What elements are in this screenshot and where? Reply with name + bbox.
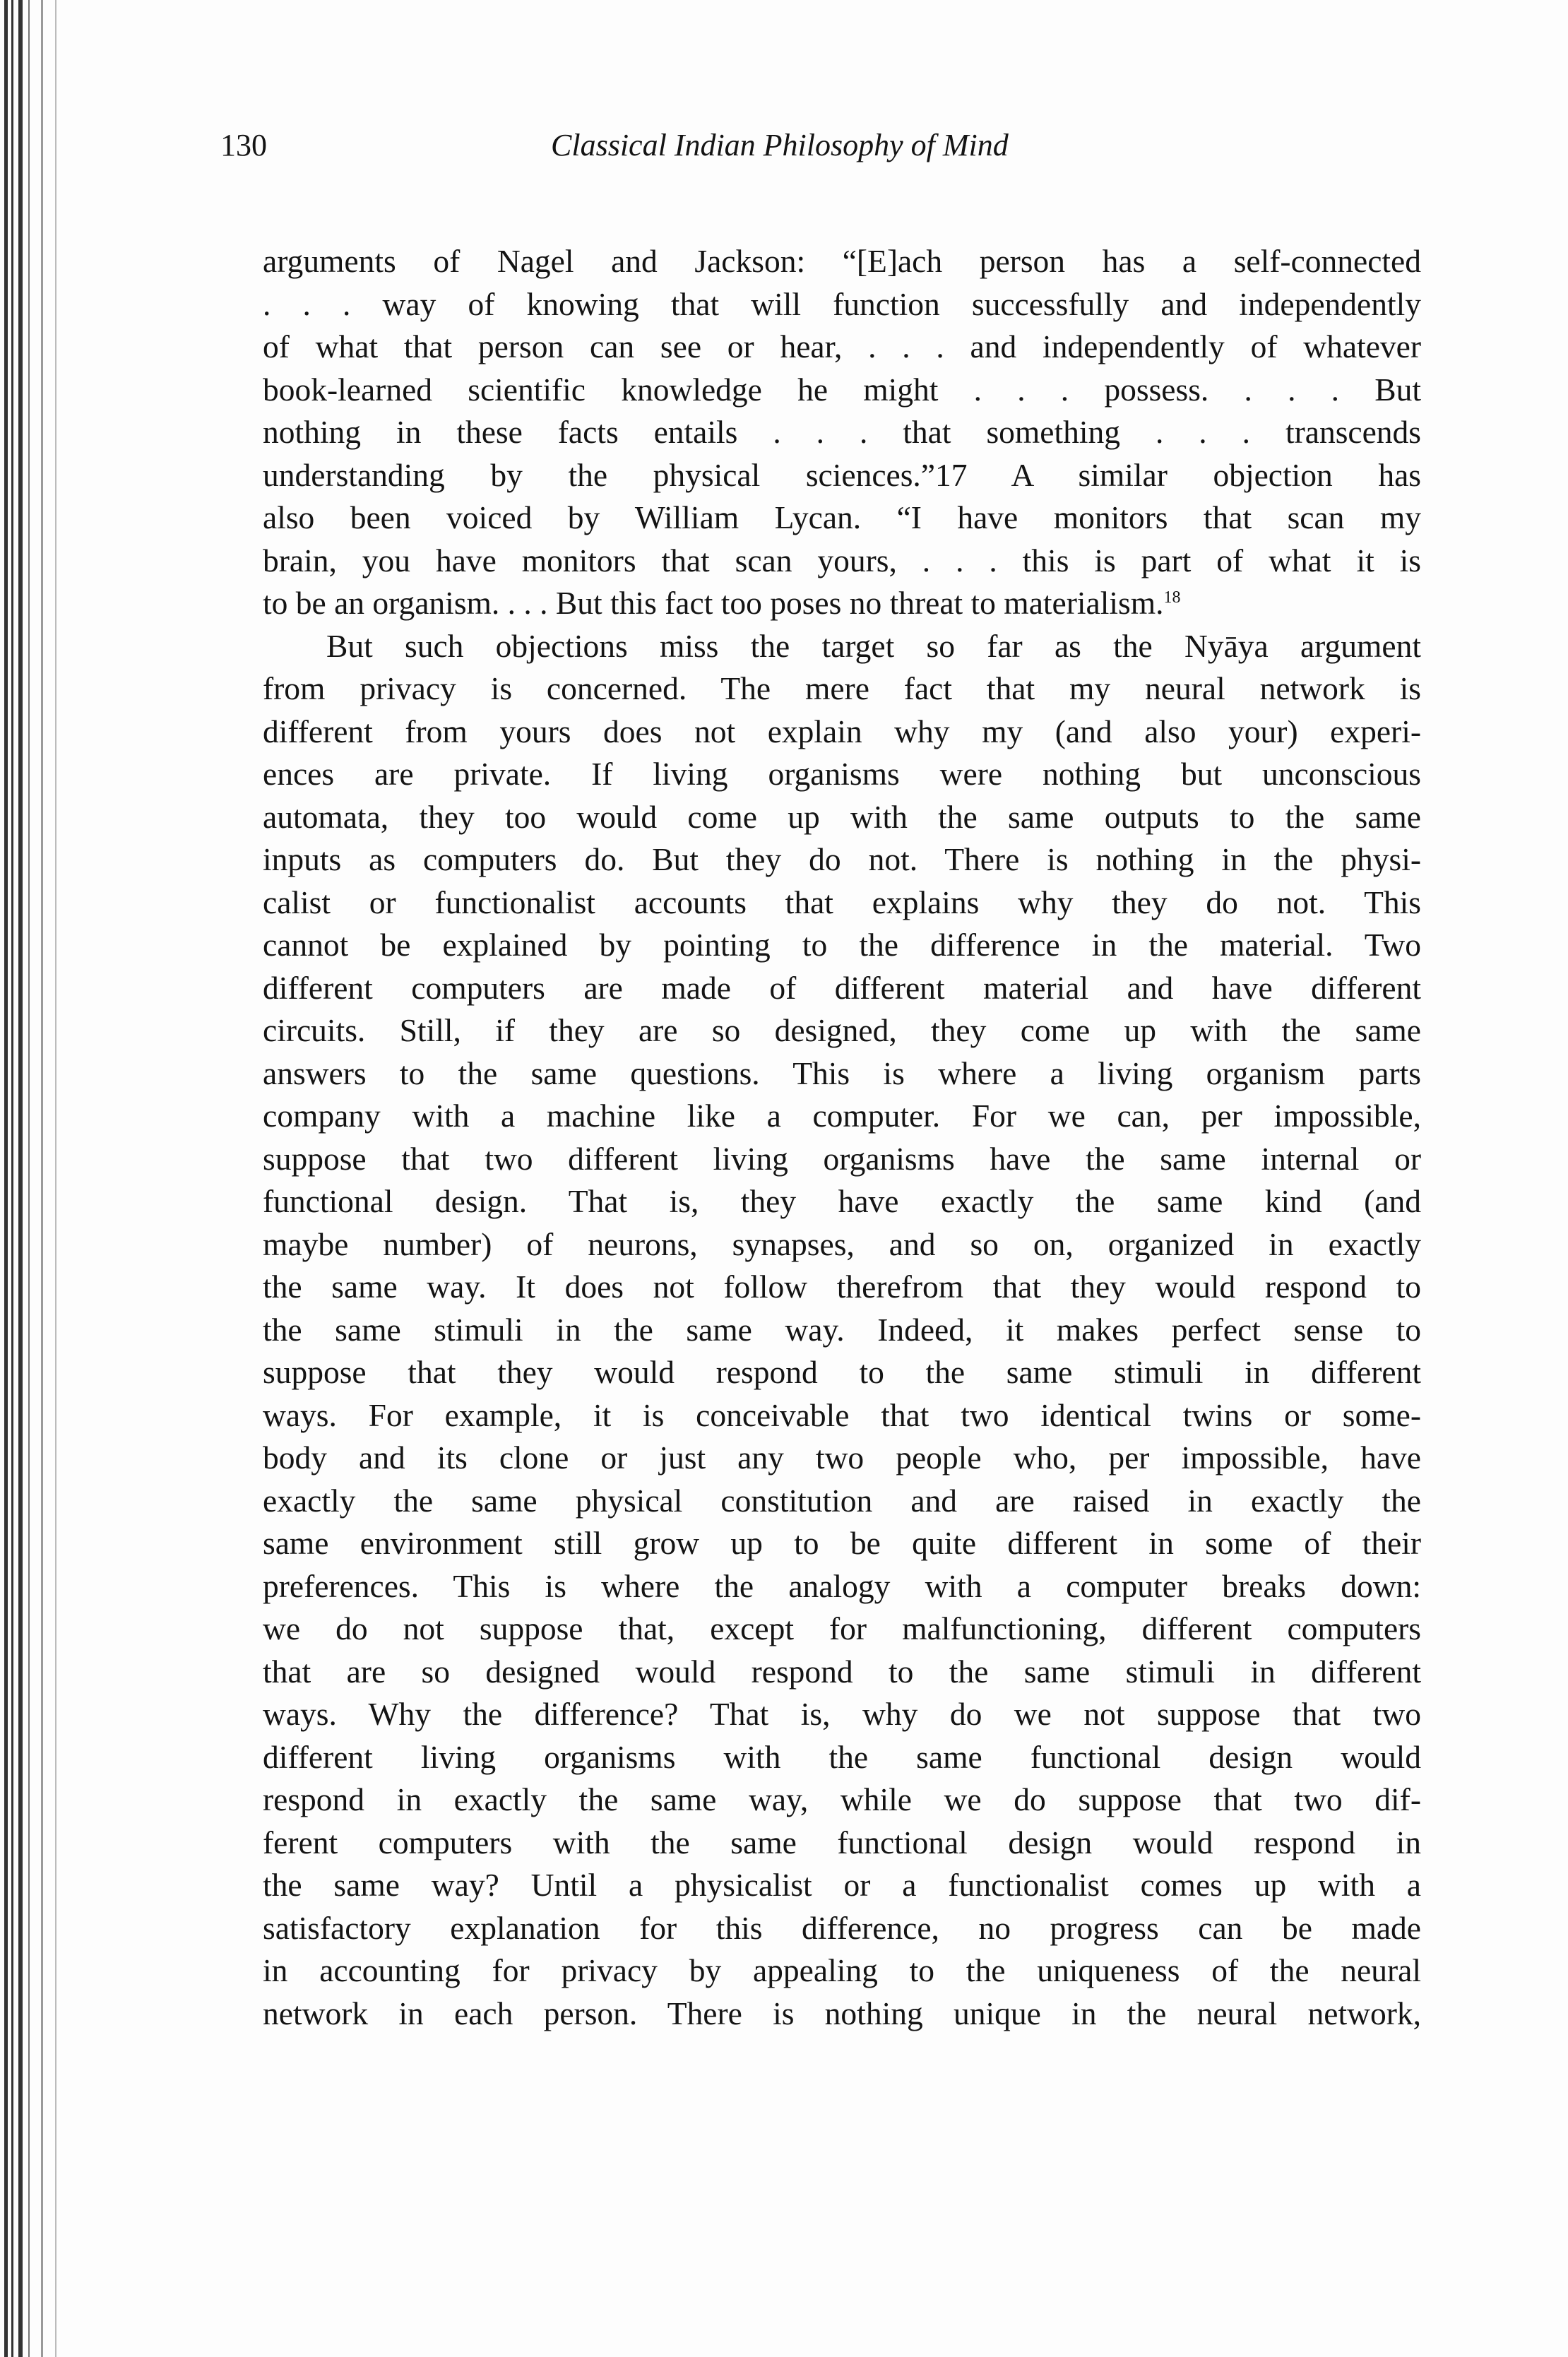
body-text <box>263 240 1421 2035</box>
paragraph <box>263 240 1421 625</box>
text-line <box>263 326 1421 369</box>
text-line <box>263 924 1421 967</box>
text-line <box>263 1095 1421 1138</box>
text-line <box>263 1138 1421 1181</box>
text-line <box>263 1351 1421 1394</box>
text-line <box>263 1180 1421 1223</box>
line-text: . . . way of knowing that will function successfully and independently <box>263 285 1421 322</box>
text-line <box>263 1736 1421 1779</box>
line-text: different living organisms with the same functional design would <box>263 1738 1421 1775</box>
text-line <box>263 240 1421 283</box>
running-header <box>220 127 1421 170</box>
text-line <box>263 497 1421 540</box>
line-text: same environment still grow up to be quite different in some of their <box>263 1525 1421 1561</box>
line-text: network in each person. There is nothing unique in the neural network, <box>263 1995 1421 2031</box>
text-line <box>263 1522 1421 1565</box>
line-text: the same way. It does not follow therefrom that they would respond to <box>263 1269 1421 1305</box>
text-line <box>263 1223 1421 1266</box>
text-line <box>263 1949 1421 1993</box>
line-text: brain, you have monitors that scan yours, . . . this is part of what it is <box>263 542 1421 578</box>
text-line <box>263 1693 1421 1736</box>
text-line <box>263 582 1421 625</box>
text-line <box>263 1651 1421 1694</box>
line-text: satisfactory explanation for this difference, no progress can be made <box>263 1909 1421 1946</box>
text-line <box>263 967 1421 1010</box>
line-text: inputs as computers do. But they do not. There is nothing in the physi- <box>263 841 1421 877</box>
paragraph <box>263 625 1421 2036</box>
line-text: calist or functionalist accounts that explains why they do not. This <box>263 884 1421 920</box>
line-text: automata, they too would come up with the same outputs to the same <box>263 798 1421 835</box>
text-line <box>263 838 1421 881</box>
line-text: that are so designed would respond to the same stimuli in different <box>263 1653 1421 1690</box>
text-line <box>263 667 1421 711</box>
line-text: to be an organism. . . . But this fact too poses no threat to materialism. <box>263 585 1164 621</box>
running-title: Classical Indian Philosophy of Mind <box>551 128 1009 162</box>
line-text: of what that person can see or hear, . . . and independently of whatever <box>263 328 1421 364</box>
line-text: nothing in these facts entails . . . that something . . . transcends <box>263 414 1421 450</box>
text-line <box>263 1394 1421 1437</box>
line-text: exactly the same physical constitution and are raised in exactly the <box>263 1482 1421 1519</box>
line-text: understanding by the physical sciences.”17 A similar objection has <box>263 456 1421 493</box>
text-line <box>263 1779 1421 1822</box>
line-text: book-learned scientific knowledge he might . . . possess. . . . But <box>263 371 1421 408</box>
line-text: company with a machine like a computer. For we can, per impossible, <box>263 1098 1421 1134</box>
text-line <box>263 454 1421 497</box>
line-text: answers to the same questions. This is where a living organism parts <box>263 1055 1421 1091</box>
line-text: body and its clone or just any two people who, per impossible, have <box>263 1439 1421 1476</box>
text-line <box>263 369 1421 412</box>
page-number: 130 <box>220 128 267 162</box>
line-text: from privacy is concerned. The mere fact that my neural network is <box>263 670 1421 706</box>
line-text: suppose that they would respond to the same stimuli in different <box>263 1354 1421 1390</box>
text-line <box>263 283 1421 326</box>
text-line <box>263 411 1421 454</box>
text-line <box>263 1864 1421 1907</box>
line-text: preferences. This is where the analogy with a computer breaks down: <box>263 1567 1421 1604</box>
line-text: different from yours does not explain why my (and also your) experi- <box>263 713 1421 749</box>
text-line <box>263 1565 1421 1608</box>
line-text: arguments of Nagel and Jackson: “[E]ach person has a self-connected <box>263 243 1421 279</box>
line-text: also been voiced by William Lycan. “I have monitors that scan my <box>263 499 1421 535</box>
line-text: the same stimuli in the same way. Indeed, it makes perfect sense to <box>263 1311 1421 1348</box>
text-line <box>263 711 1421 754</box>
book-binding-shadow <box>0 0 64 2357</box>
text-line <box>263 1993 1421 2036</box>
line-text: But such objections miss the target so far as the Nyāya argument <box>326 627 1421 664</box>
line-text: we do not suppose that, except for malfunctioning, different computers <box>263 1610 1421 1646</box>
text-line <box>263 1009 1421 1052</box>
text-line <box>263 1907 1421 1950</box>
line-text: in accounting for privacy by appealing to the uniqueness of the neural <box>263 1952 1421 1988</box>
line-text: maybe number) of neurons, synapses, and so on, organized in exactly <box>263 1225 1421 1262</box>
text-line <box>263 1822 1421 1865</box>
line-text: different computers are made of different material and have different <box>263 969 1421 1006</box>
text-line <box>263 1437 1421 1480</box>
line-text: ways. For example, it is conceivable that two identical twins or some- <box>263 1396 1421 1433</box>
line-text: suppose that two different living organisms have the same internal or <box>263 1140 1421 1177</box>
line-text: functional design. That is, they have exactly the same kind (and <box>263 1183 1421 1219</box>
text-line <box>263 796 1421 839</box>
line-text: ferent computers with the same functional design would respond in <box>263 1824 1421 1860</box>
text-line <box>263 1266 1421 1309</box>
line-text: respond in exactly the same way, while we do suppose that two dif- <box>263 1781 1421 1817</box>
text-line <box>263 1608 1421 1651</box>
text-line <box>263 1052 1421 1096</box>
text-line <box>263 540 1421 583</box>
line-text: circuits. Still, if they are so designed, they come up with the same <box>263 1012 1421 1048</box>
text-line <box>263 881 1421 925</box>
line-text: the same way? Until a physicalist or a functionalist comes up with a <box>263 1867 1421 1903</box>
text-line <box>263 753 1421 796</box>
line-text: cannot be explained by pointing to the difference in the material. Two <box>263 927 1421 963</box>
line-text: ways. Why the difference? That is, why do we not suppose that two <box>263 1696 1421 1732</box>
text-line <box>263 625 1421 668</box>
text-line <box>263 1309 1421 1352</box>
line-text: ences are private. If living organisms were nothing but unconscious <box>263 756 1421 792</box>
footnote-marker: 18 <box>1163 588 1181 607</box>
text-line <box>263 1480 1421 1523</box>
